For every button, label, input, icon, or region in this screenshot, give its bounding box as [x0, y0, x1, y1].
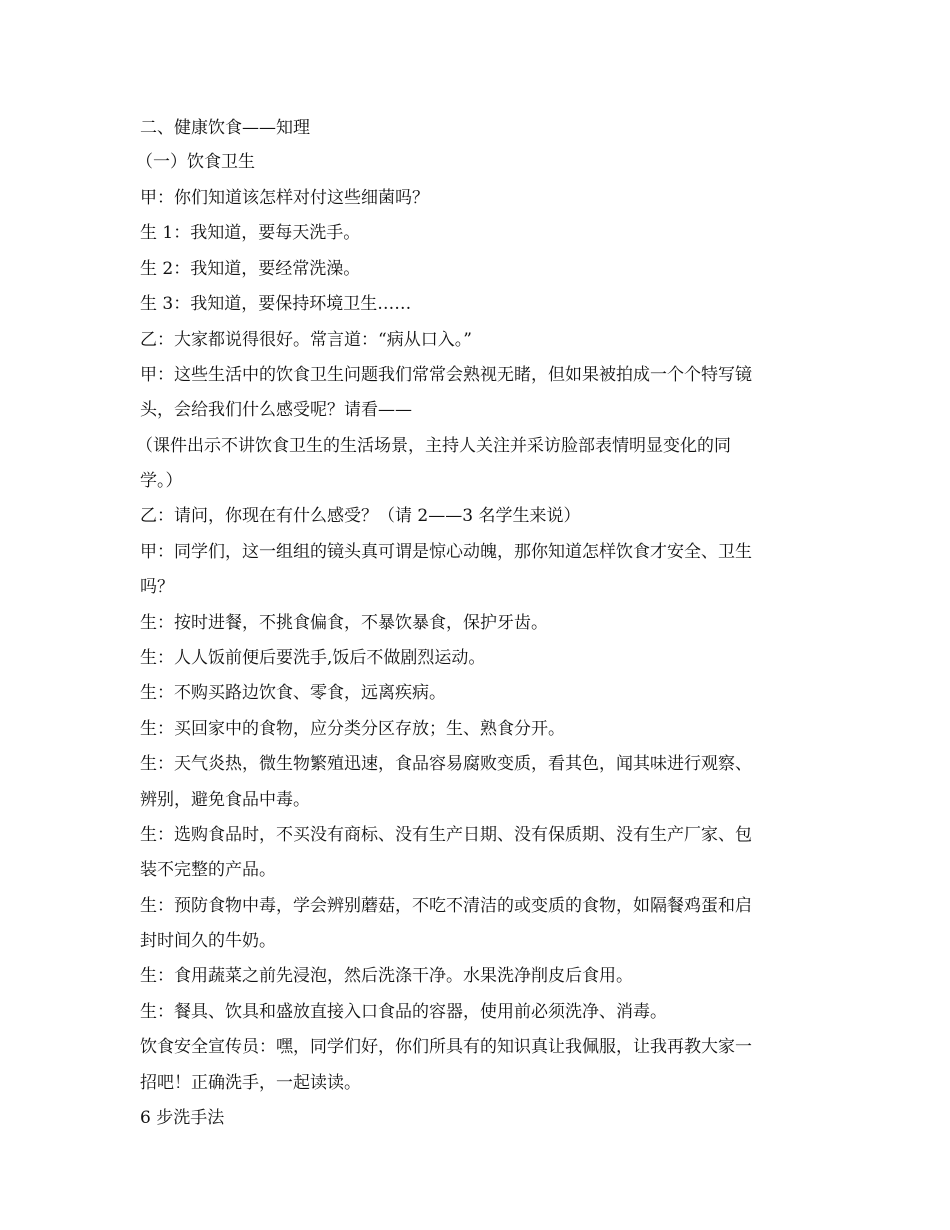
section-label: 6 步洗手法	[140, 1108, 225, 1128]
text-line: 生：食用蔬菜之前先浸泡，然后洗涤干净。水果洗净削皮后食用。	[140, 966, 633, 986]
text-line: 乙：请问，你现在有什么感受？（请 2——3 名学生来说）	[140, 506, 581, 526]
subsection-heading: （一）饮食卫生	[136, 152, 255, 172]
text-line: 生：不购买路边饮食、零食，远离疾病。	[140, 683, 446, 703]
text-line: 甲：这些生活中的饮食卫生问题我们常常会熟视无睹，但如果被拍成一个个特写镜	[140, 365, 752, 385]
text-line: 生：按时进餐，不挑食偏食，不暴饮暴食，保护牙齿。	[140, 613, 548, 633]
text-line: 吗？	[140, 577, 174, 597]
text-line: 甲：同学们，这一组组的镜头真可谓是惊心动魄，那你知道怎样饮食才安全、卫生	[140, 542, 752, 562]
text-line: 生：人人饭前便后要洗手,饭后不做剧烈运动。	[140, 648, 486, 668]
text-line: 封时间久的牛奶。	[140, 931, 276, 951]
text-line: 乙：大家都说得很好。常言道：“病从口入。”	[140, 330, 472, 350]
text-line: 生：选购食品时，不买没有商标、没有生产日期、没有保质期、没有生产厂家、包	[140, 825, 752, 845]
text-line: 招吧！正确洗手，一起读读。	[140, 1073, 361, 1093]
text-line: 生：餐具、饮具和盛放直接入口食品的容器，使用前必须洗净、消毒。	[140, 1002, 667, 1022]
text-line: 生：天气炎热，微生物繁殖迅速，食品容易腐败变质，看其色，闻其味进行观察、	[140, 754, 752, 774]
text-line: 辨别，避免食品中毒。	[140, 790, 310, 810]
text-line: 生：买回家中的食物，应分类分区存放；生、熟食分开。	[140, 719, 565, 739]
text-line: 头，会给我们什么感受呢？请看——	[140, 400, 412, 420]
text-line: 饮食安全宣传员：嘿，同学们好，你们所具有的知识真让我佩服，让我再教大家一	[140, 1037, 752, 1057]
text-line: （课件出示不讲饮食卫生的生活场景，主持人关注并采访脸部表情明显变化的同	[136, 436, 731, 456]
text-line: 生 3：我知道，要保持环境卫生……	[140, 294, 412, 314]
section-heading: 二、健康饮食——知理	[140, 118, 310, 138]
text-line: 生：预防食物中毒，学会辨别蘑菇，不吃不清洁的或变质的食物，如隔餐鸡蛋和启	[140, 896, 752, 916]
text-line: 生 1：我知道，要每天洗手。	[140, 223, 361, 243]
text-line: 甲：你们知道该怎样对付这些细菌吗？	[140, 188, 429, 208]
text-line: 学。）	[140, 471, 183, 491]
text-line: 装不完整的产品。	[140, 860, 276, 880]
text-line: 生 2：我知道，要经常洗澡。	[140, 259, 361, 279]
